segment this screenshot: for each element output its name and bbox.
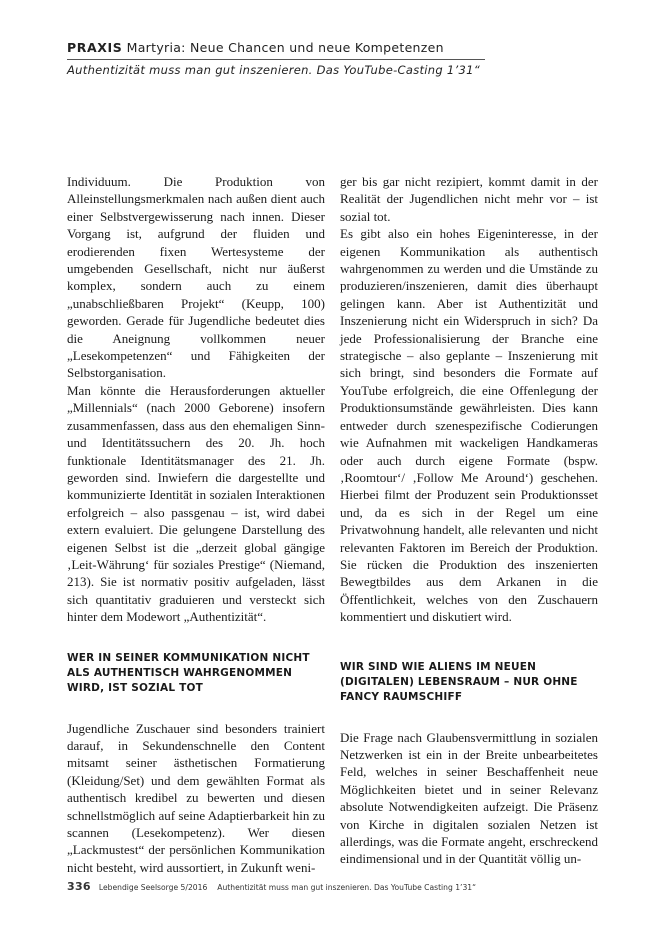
paragraph: Man könnte die Herausforderungen aktueller „Millennials“ (nach 2000 Geborene) insofern zusammenfassen, dass aus den ehemaligen Sinn- und Identitätssuchern des 20. Jh. hoch funktionale Identitätsmanager des 21. Jh. geworden sind. Inwiefern die dargestellte und kommunizierte Identität in sozialen Interaktionen erfolgreich – also passgenau – ist, wird dabei extern evaluiert. Die gelungene Darstellung des eigenen Selbst ist die „derzeit global gängige ‚Leit-Währung‘ für soziales Prestige“ (Niemand, 213). Sie ist normativ positiv aufgeladen, lässt sich quantitativ graduieren und versteckt sich hinter dem Modewort „Authentizität“. bbox=[67, 382, 325, 625]
right-column bbox=[340, 173, 598, 868]
page-footer bbox=[67, 880, 587, 893]
left-column bbox=[67, 173, 325, 876]
spacer bbox=[67, 696, 325, 720]
paragraph: Individuum. Die Produktion von Alleinstellungsmerkmalen nach außen dient auch einer Selbstvergewisserung nach innen. Dieser Vorgang ist, aufgrund der fluiden und erodierenden fixen Wertesysteme der umgebenden Gesellschaft, nicht nur äußerst komplex, sondern auch zu einem „unabschließbaren Projekt“ (Keupp, 100) geworden. Gerade für Jugendliche bedeutet dies die Aneignung vollkommen neuer „Lesekompetenzen“ und Fähigkeiten der Selbstorganisation. bbox=[67, 174, 325, 381]
footer-title: Authentizität muss man gut inszenieren. Das YouTube Casting 1’31“ bbox=[217, 883, 477, 892]
section-kicker: PRAXIS bbox=[67, 40, 123, 55]
page-number: 336 bbox=[67, 880, 91, 893]
header-subtitle: Authentizität muss man gut inszenieren. Das YouTube-Casting 1’31“ bbox=[67, 63, 480, 77]
spacer bbox=[340, 626, 598, 660]
journal-source: Lebendige Seelsorge 5/2016 bbox=[98, 883, 208, 892]
paragraph: ger bis gar nicht rezipiert, kommt damit in der Realität der Jugendlichen nicht mehr vor – ist sozial tot. bbox=[340, 174, 598, 224]
header-title: Martyria: Neue Chancen und neue Kompetenzen bbox=[122, 40, 444, 55]
paragraph: Die Frage nach Glaubensvermittlung in sozialen Netzwerken ist ein in der Breite unbearbeitetes Feld, welches in seiner Beschaffenheit neue Möglichkeiten bietet und in seiner Relevanz absolute Notwendigkeiten aufzeigt. Die Präsenz von Kirche in digitalen sozialen Netzen ist allerdings, was die Formate angeht, erschreckend eindimensional und in der Quantität völlig un- bbox=[340, 729, 598, 867]
paragraph: Es gibt also ein hohes Eigeninteresse, in der eigenen Kommunikation als authentisch wahrgenommen zu werden und die Umstände zu produzieren/inszenieren, damit dies überhaupt gelingen kann. Aber ist Authentizität und Inszenierung nicht ein Widerspruch in sich? Da jede Professionalisierung der Branche eine strategische – also geplante – Inszenierung mit sich bringt, sind besonders die Formate auf YouTube erfolgreich, die eine Offenlegung der Produktionsumstände gewährleisten. Dies kann entweder durch szenespezifische Codierungen wie Aufnahmen mit wackeligen Handkameras oder auch durch eigene Formate (bspw. ‚Roomtour‘/ ‚Follow Me Around‘) geschehen. Hierbei filmt der Produzent sein Produktionsset und, da es sich in der Regel um eine Privatwohnung handelt, alle relevanten und nicht relevanten Faktoren im Bereich der Produktion. Sie rücken die Produktion des inszenierten Bewegtbildes aus dem Arkanen in die Öffentlichkeit, welches von den Zuschauern kommentiert und diskutiert wird. bbox=[340, 226, 598, 625]
section-heading: WER IN SEINER KOMMUNIKATION NICHT ALS AUTHENTISCH WAHRGENOMMEN WIRD, IST SOZIAL TOT bbox=[67, 651, 310, 694]
section-heading: WIR SIND WIE ALIENS IM NEUEN (DIGITALEN) LEBENSRAUM – NUR OHNE FANCY RAUMSCHIFF bbox=[340, 660, 578, 703]
header-rule bbox=[67, 59, 485, 60]
paragraph: Jugendliche Zuschauer sind besonders trainiert darauf, in Sekundenschnelle den Content mitsamt seiner ästhetischen Formatierung (Kleidung/Set) und dem gewählten Format als authentisch kredibel zu bewerten und diesen schnellstmöglich auf seine Adaptierbarkeit hin zu scannen (Lesekompetenz). Wer diesen „Lackmustest“ der persönlichen Kommunikation nicht besteht, wird aussortiert, in Zukunft weni- bbox=[67, 720, 325, 875]
spacer bbox=[340, 705, 598, 729]
running-header bbox=[67, 40, 487, 77]
spacer bbox=[67, 626, 325, 651]
header-line bbox=[67, 40, 487, 55]
